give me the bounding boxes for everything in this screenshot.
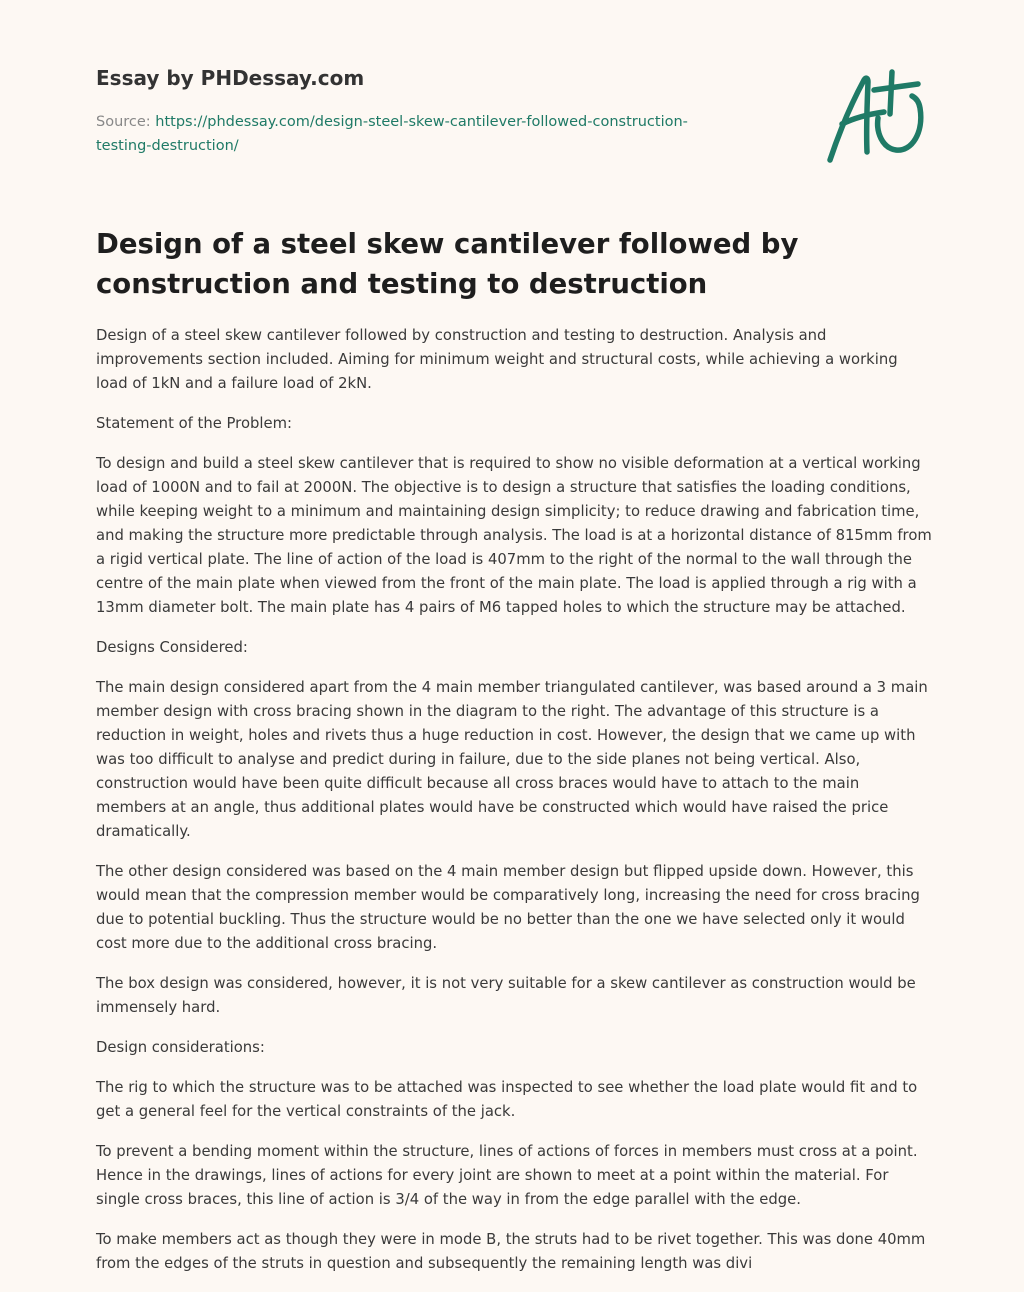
article-title: Design of a steel skew cantilever followed by construction and testing to destruction <box>96 228 799 300</box>
section-heading: Designs Considered: <box>96 639 248 656</box>
source-line <box>96 110 736 158</box>
paragraph: The main design considered apart from the 4 main member triangulated cantilever, was based around a 3 main member design with cross bracing shown in the diagram to the right. The advantage of this structure is a reduction in weight, holes and rivets thus a huge reduction in cost. However, the design that we came up with was too difficult to analyse and predict during in failure, due to the side planes not being vertical. Also, construction would have been quite difficult because all cross braces would have to attach to the main members at an angle, thus additional plates would have be constructed which would have raised the price dramatically. <box>96 679 928 840</box>
paragraph: Design of a steel skew cantilever followed by construction and testing to destruction. Analysis and improvements section included. Aiming for minimum weight and structural costs, while achieving a working load of 1kN and a failure load of 2kN. <box>96 327 898 392</box>
paragraph: The rig to which the structure was to be attached was inspected to see whether the load plate would fit and to get a general feel for the vertical constraints of the jack. <box>96 1079 918 1120</box>
article-body <box>96 324 932 1292</box>
a-plus-logo-icon <box>820 66 930 166</box>
paragraph: The box design was considered, however, it is not very suitable for a skew cantilever as construction would be immensely hard. <box>96 975 916 1016</box>
site-brand: Essay by PHDessay.com <box>96 66 365 90</box>
paragraph: To make members act as though they were in mode B, the struts had to be rivet together. This was done 40mm from the edges of the struts in question and subsequently the remaining length was divi <box>96 1231 926 1272</box>
paragraph: To prevent a bending moment within the structure, lines of actions of forces in members must cross at a point. Hence in the drawings, lines of actions for every joint are shown to meet at a point within the material. For single cross braces, this line of action is 3/4 of the way in from the edge parallel with the edge. <box>96 1143 918 1208</box>
paragraph: To design and build a steel skew cantilever that is required to show no visible deformation at a vertical working load of 1000N and to fail at 2000N. The objective is to design a structure that satisfies the loading conditions, while keeping weight to a minimum and maintaining design simplicity; to reduce drawing and fabrication time, and making the structure more predictable through analysis. The load is at a horizontal distance of 815mm from a rigid vertical plate. The line of action of the load is 407mm to the right of the normal to the wall through the centre of the main plate when viewed from the front of the main plate. The load is applied through a rig with a 13mm diameter bolt. The main plate has 4 pairs of M6 tapped holes to which the structure may be attached. <box>96 455 932 616</box>
source-label: Source: <box>96 114 156 130</box>
section-heading: Statement of the Problem: <box>96 415 293 432</box>
source-link[interactable]: https://phdessay.com/design-steel-skew-cantilever-followed-construction-testing-destruction/ <box>96 114 688 154</box>
paragraph: The other design considered was based on the 4 main member design but flipped upside down. However, this would mean that the compression member would be comparatively long, increasing the need for cross bracing due to potential buckling. Thus the structure would be no better than the one we have selected only it would cost more due to the additional cross bracing. <box>96 863 920 952</box>
section-heading: Design considerations: <box>96 1039 265 1056</box>
